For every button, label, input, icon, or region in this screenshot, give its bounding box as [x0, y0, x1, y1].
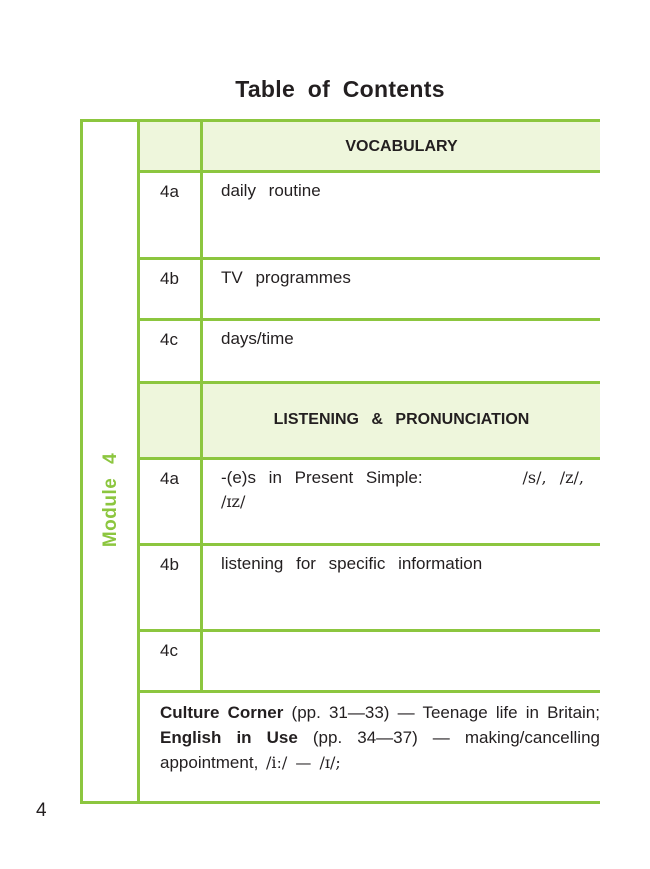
module-label: [83, 122, 140, 801]
listening-row-text: listening for specific information: [221, 554, 483, 573]
row-divider: [140, 690, 600, 693]
code-column-divider: [200, 122, 203, 690]
row-divider: [140, 543, 600, 546]
listening-row-code: 4a: [160, 469, 179, 488]
culture-corner-text: [160, 700, 600, 775]
row-divider: [140, 381, 600, 384]
vocabulary-row-code: 4b: [160, 269, 179, 288]
culture-corner-desc: (pp. 31—33) — Teenage life in Britain;: [283, 703, 600, 722]
row-divider: [140, 457, 600, 460]
vocabulary-row-text: daily routine: [221, 181, 321, 200]
row-divider: [140, 170, 600, 173]
phonetic-symbols: /iː/ — /ɪ/;: [266, 753, 341, 772]
vocabulary-header: VOCABULARY: [345, 138, 458, 155]
culture-corner-title: Culture Corner: [160, 703, 284, 722]
listening-row-code: 4b: [160, 555, 179, 574]
page-title: Table of Contents: [235, 76, 445, 102]
vocabulary-row-code: 4c: [160, 330, 178, 349]
vocabulary-row-text: days/time: [221, 329, 294, 348]
module-label-text: Module 4: [100, 452, 121, 548]
listening-row-description: -(e)s in Present Simple:: [221, 468, 423, 487]
contents-table: [80, 119, 600, 804]
row-divider: [140, 318, 600, 321]
english-in-use-title: English in Use: [160, 728, 298, 747]
listening-row-code: 4c: [160, 641, 178, 660]
listening-row-text: [221, 466, 584, 514]
row-divider: [140, 257, 600, 260]
phonetic-symbols: /ɪz/: [221, 492, 246, 511]
phonetic-symbols: /s/, /z/,: [522, 468, 584, 487]
english-in-use-desc: (pp. 34—37) — making/cancelling appointment,: [160, 728, 600, 772]
vocabulary-row-text: TV programmes: [221, 268, 351, 287]
vocabulary-row-code: 4a: [160, 182, 179, 201]
row-divider: [140, 629, 600, 632]
listening-header: LISTENING & PRONUNCIATION: [273, 411, 530, 428]
page-number: 4: [36, 800, 47, 821]
